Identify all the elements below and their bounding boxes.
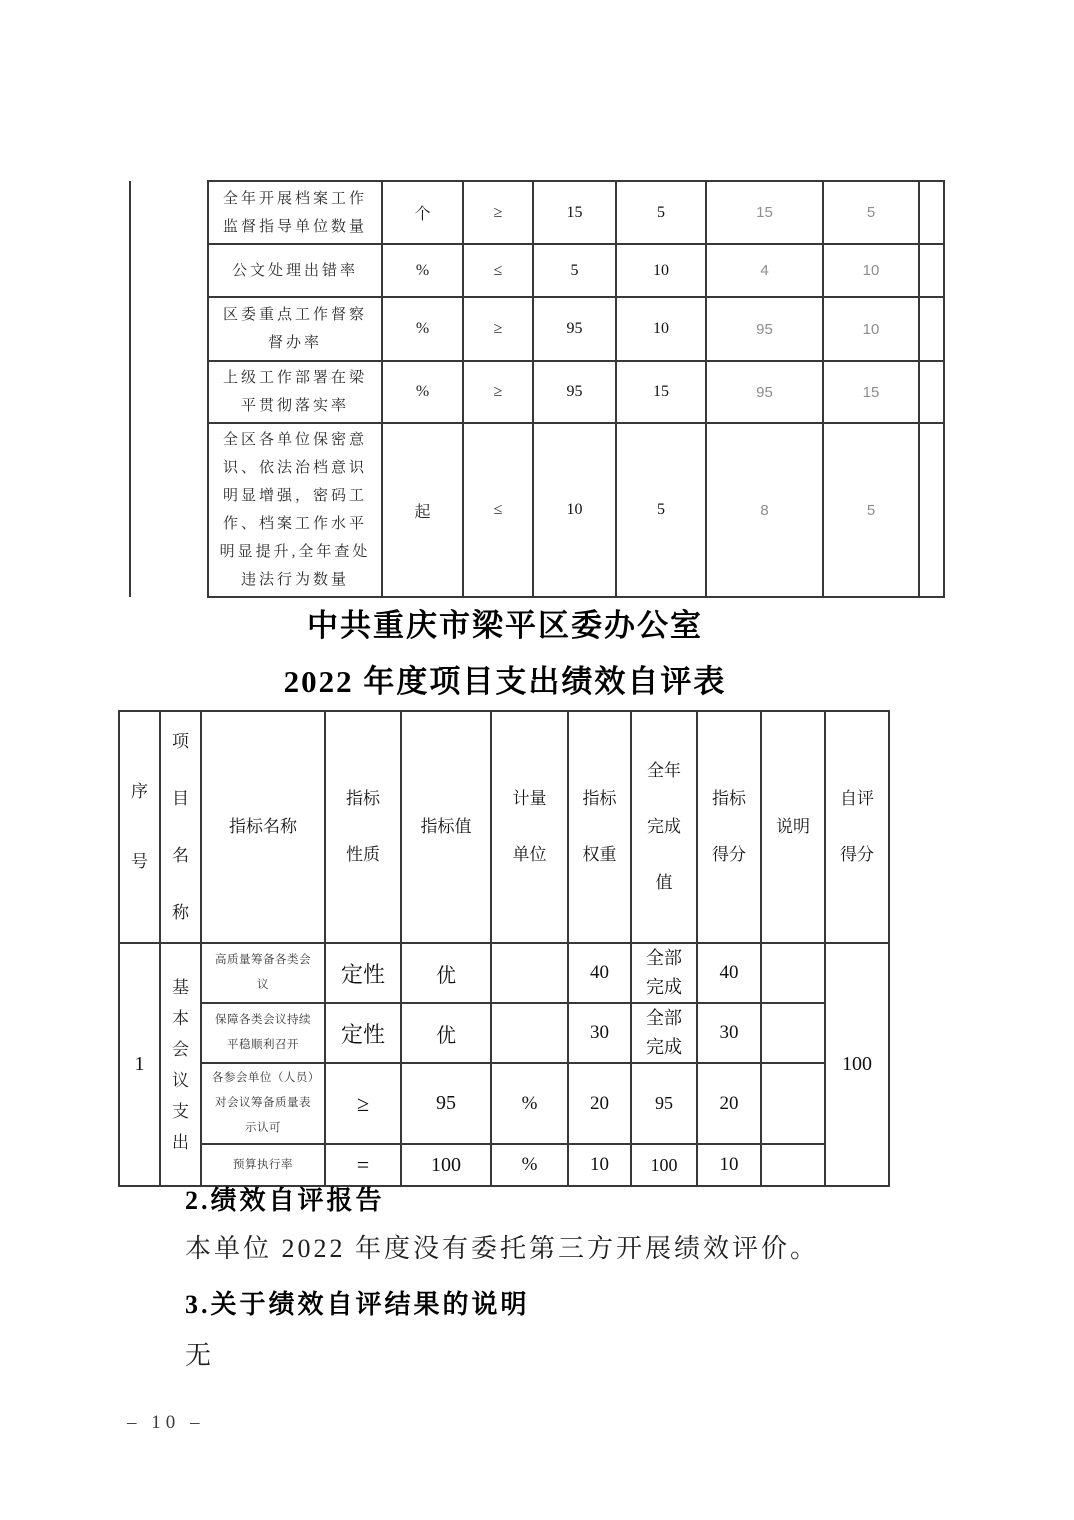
score-cell: 10 <box>697 1144 761 1186</box>
value-cell: 100 <box>401 1144 491 1186</box>
score-cell: 15 <box>823 361 919 423</box>
header-score: 指标得分 <box>697 711 761 943</box>
header-project: 项目名称 <box>160 711 201 943</box>
weight-cell: 10 <box>616 297 706 361</box>
unit-cell <box>491 1003 568 1063</box>
completion-cell: 95 <box>631 1063 697 1144</box>
table-row <box>130 361 944 423</box>
unit-cell: % <box>491 1063 568 1144</box>
header-completion: 全年完成值 <box>631 711 697 943</box>
header-seq: 序号 <box>119 711 160 943</box>
nature-cell: 定性 <box>325 1003 401 1063</box>
table-row <box>130 423 944 597</box>
table-row <box>119 943 889 1003</box>
target-cell: 95 <box>533 361 616 423</box>
score-cell: 5 <box>823 423 919 597</box>
table-row <box>130 297 944 361</box>
indicator-name: 上级工作部署在梁平贯彻落实率 <box>208 361 382 423</box>
indicator-name: 保障各类会议持续平稳顺利召开 <box>201 1003 325 1063</box>
weight-cell: 15 <box>616 361 706 423</box>
nature-cell: ≥ <box>463 297 533 361</box>
page-number: – 10 – <box>127 1412 205 1433</box>
nature-cell: ≤ <box>463 423 533 597</box>
empty-tail-cell <box>919 423 944 597</box>
value-cell: 优 <box>401 1003 491 1063</box>
document-title-table: 2022 年度项目支出绩效自评表 <box>283 664 727 699</box>
unit-cell: % <box>382 244 463 297</box>
section-heading-self-eval-report: 2.绩效自评报告 <box>185 1186 385 1215</box>
table-row <box>130 181 944 244</box>
header-weight: 指标权重 <box>568 711 631 943</box>
section-paragraph-result-notes: 无 <box>185 1341 215 1370</box>
unit-cell: 起 <box>382 423 463 597</box>
nature-cell: ≥ <box>463 361 533 423</box>
project-name-cell: 基本会议支出 <box>160 943 201 1186</box>
note-cell <box>761 1003 825 1063</box>
section-paragraph-self-eval-report: 本单位 2022 年度没有委托第三方开展绩效评价。 <box>185 1234 820 1263</box>
target-cell: 95 <box>533 297 616 361</box>
table-header-row <box>119 711 889 943</box>
indicator-name: 全区各单位保密意识、依法治档意识明显增强，密码工作、档案工作水平明显提升,全年查处违法行为数量 <box>208 423 382 597</box>
completion-cell: 15 <box>706 181 823 244</box>
nature-cell: 定性 <box>325 943 401 1003</box>
indicator-name: 高质量筹备各类会议 <box>201 943 325 1003</box>
weight-cell: 30 <box>568 1003 631 1063</box>
unit-cell: % <box>382 361 463 423</box>
header-value: 指标值 <box>401 711 491 943</box>
completion-cell: 100 <box>631 1144 697 1186</box>
unit-cell: % <box>382 297 463 361</box>
value-cell: 优 <box>401 943 491 1003</box>
header-nature: 指标性质 <box>325 711 401 943</box>
document-title-org: 中共重庆市梁平区委办公室 <box>307 608 703 643</box>
empty-tail-cell <box>919 181 944 244</box>
completion-cell: 全部完成 <box>631 943 697 1003</box>
self-score-cell: 100 <box>825 943 889 1186</box>
note-cell <box>761 1144 825 1186</box>
unit-cell: 个 <box>382 181 463 244</box>
unit-cell: % <box>491 1144 568 1186</box>
completion-cell: 8 <box>706 423 823 597</box>
continued-performance-table <box>129 180 945 598</box>
target-cell: 10 <box>533 423 616 597</box>
completion-cell: 4 <box>706 244 823 297</box>
indicator-name: 区委重点工作督察督办率 <box>208 297 382 361</box>
nature-cell: ≥ <box>325 1063 401 1144</box>
header-indicator-name: 指标名称 <box>201 711 325 943</box>
header-note: 说明 <box>761 711 825 943</box>
note-cell <box>761 1063 825 1144</box>
section-heading-result-notes: 3.关于绩效自评结果的说明 <box>185 1290 530 1319</box>
header-selfscore: 自评得分 <box>825 711 889 943</box>
seq-number-cell: 1 <box>119 943 160 1186</box>
weight-cell: 5 <box>616 181 706 244</box>
score-cell: 20 <box>697 1063 761 1144</box>
table-row <box>119 1003 889 1063</box>
target-cell: 15 <box>533 181 616 244</box>
nature-cell: ≥ <box>463 181 533 244</box>
weight-cell: 10 <box>616 244 706 297</box>
unit-cell <box>491 943 568 1003</box>
score-cell: 30 <box>697 1003 761 1063</box>
score-cell: 10 <box>823 297 919 361</box>
indicator-name: 全年开展档案工作监督指导单位数量 <box>208 181 382 244</box>
weight-cell: 40 <box>568 943 631 1003</box>
table1-left-merged-cell <box>130 181 208 597</box>
target-cell: 5 <box>533 244 616 297</box>
score-cell: 5 <box>823 181 919 244</box>
completion-cell: 全部完成 <box>631 1003 697 1063</box>
empty-tail-cell <box>919 361 944 423</box>
table-row <box>130 244 944 297</box>
weight-cell: 10 <box>568 1144 631 1186</box>
table-row <box>119 1063 889 1144</box>
completion-cell: 95 <box>706 297 823 361</box>
completion-cell: 95 <box>706 361 823 423</box>
nature-cell: = <box>325 1144 401 1186</box>
value-cell: 95 <box>401 1063 491 1144</box>
weight-cell: 5 <box>616 423 706 597</box>
indicator-name: 预算执行率 <box>201 1144 325 1186</box>
weight-cell: 20 <box>568 1063 631 1144</box>
empty-tail-cell <box>919 244 944 297</box>
empty-tail-cell <box>919 297 944 361</box>
header-unit: 计量单位 <box>491 711 568 943</box>
nature-cell: ≤ <box>463 244 533 297</box>
score-cell: 40 <box>697 943 761 1003</box>
score-cell: 10 <box>823 244 919 297</box>
self-evaluation-table <box>118 710 890 1187</box>
indicator-name: 公文处理出错率 <box>208 244 382 297</box>
note-cell <box>761 943 825 1003</box>
indicator-name: 各参会单位（人员）对会议筹备质量表示认可 <box>201 1063 325 1144</box>
